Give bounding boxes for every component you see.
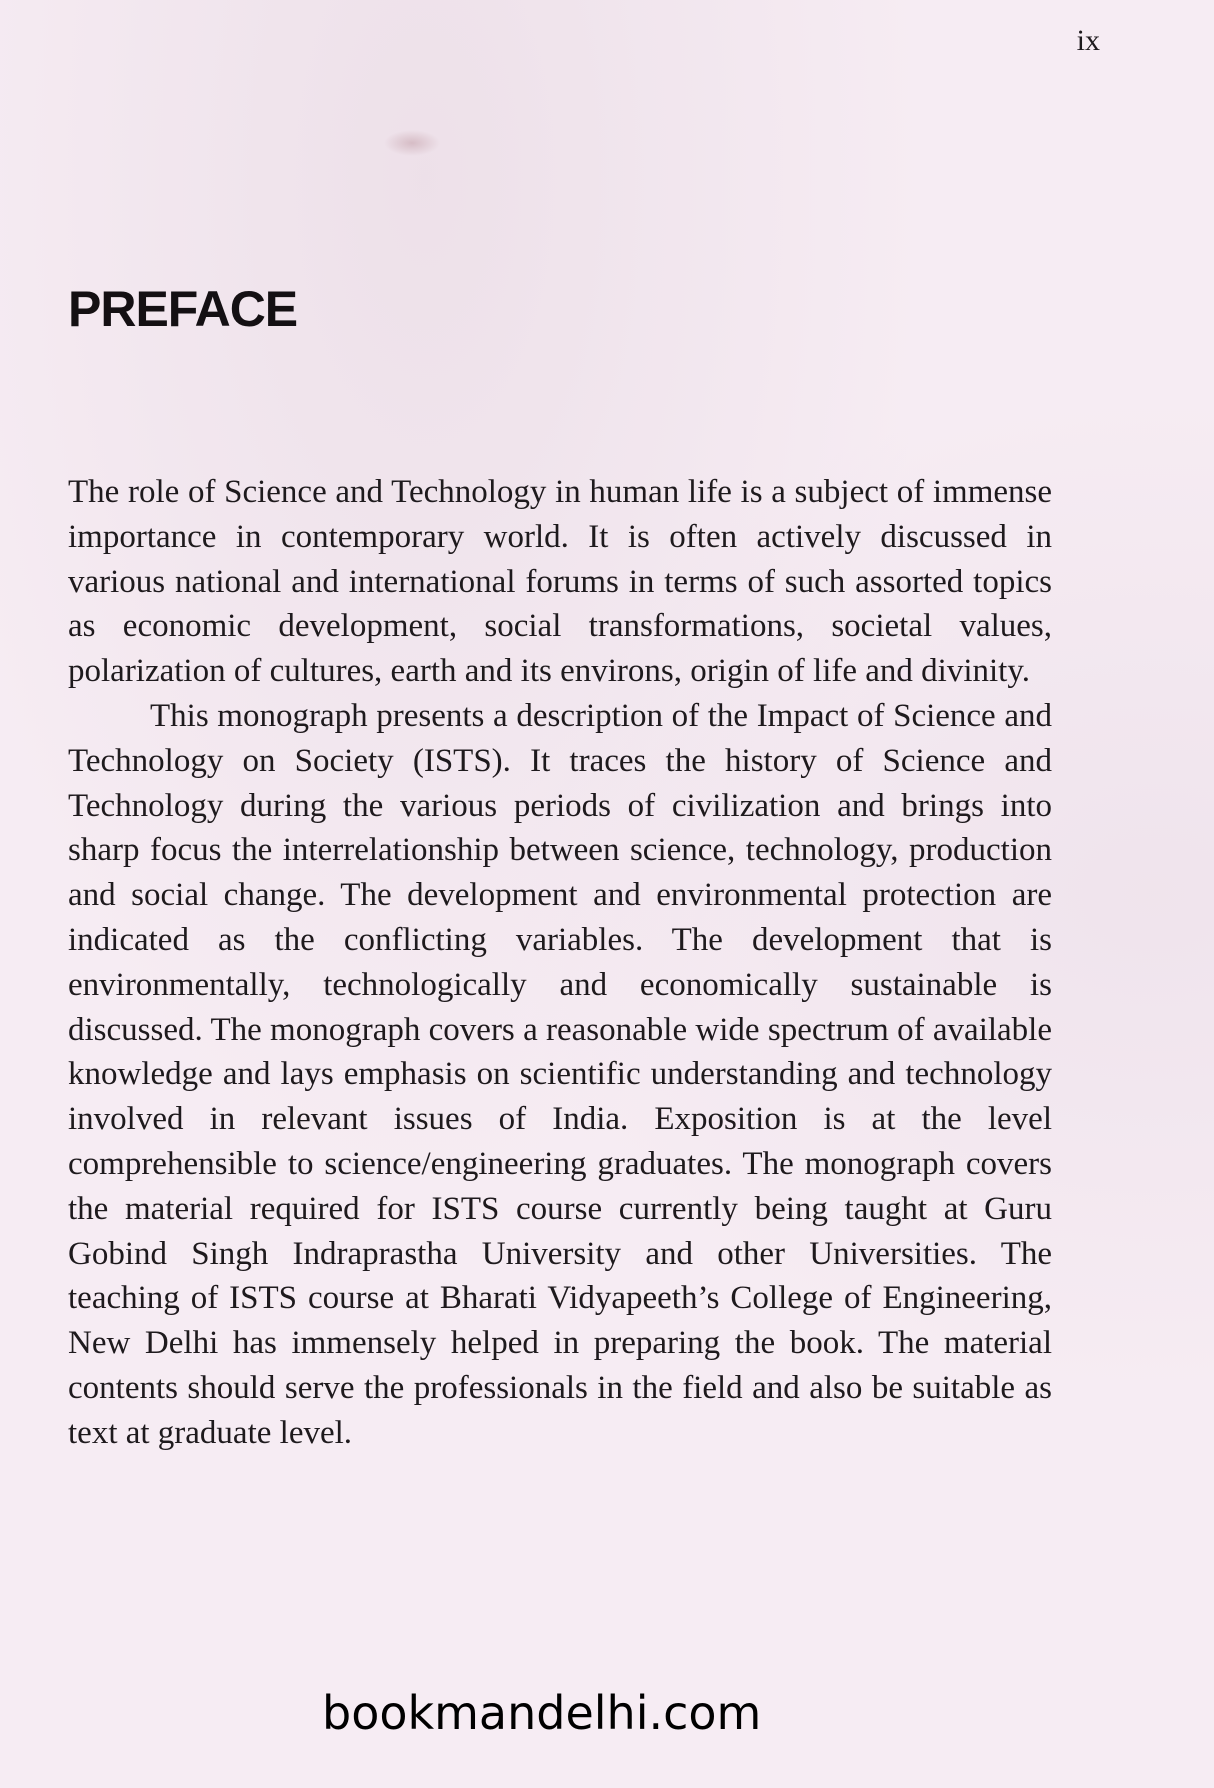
paragraph-2: This monograph presents a description of the Impact of Science and Technology on Society (ISTS). It traces the history of Science and Technology during the various periods of civilization and brings into sharp focus the interrelationship between science, technology, production and social change. The development and environmental protection are indicated as the conflicting variables. The development that is environmentally, technologically and economically sustainable is discussed. The monograph covers a reasonable wide spectrum of available knowledge and lays emphasis on scientific understanding and technology involved in relevant issues of India. Exposition is at the level comprehensible to science/engineering graduates. The monograph covers the material required for ISTS course currently being taught at Guru Gobind Singh Indraprastha University and other Universities. The teaching of ISTS course at Bharati Vidyapeeth’s College of Engineering, New Delhi has immensely helped in preparing the book. The material contents should serve the professionals in the field and also be suitable as text at graduate level. bbox=[68, 697, 1052, 1451]
paragraph-1: The role of Science and Technology in human life is a subject of immense importance in contemporary world. It is often actively discussed in various national and international forums in terms of such assorted topics as economic development, social transformations, societal values, polarization of cultures, earth and its environs, origin of life and divinity. bbox=[68, 474, 1052, 690]
preface-body bbox=[68, 470, 1052, 1456]
paper-stain bbox=[384, 130, 440, 156]
page-number: ix bbox=[1076, 24, 1100, 57]
page-title: PREFACE bbox=[68, 281, 298, 337]
watermark-text: bookmandelhi.com bbox=[322, 1686, 762, 1740]
